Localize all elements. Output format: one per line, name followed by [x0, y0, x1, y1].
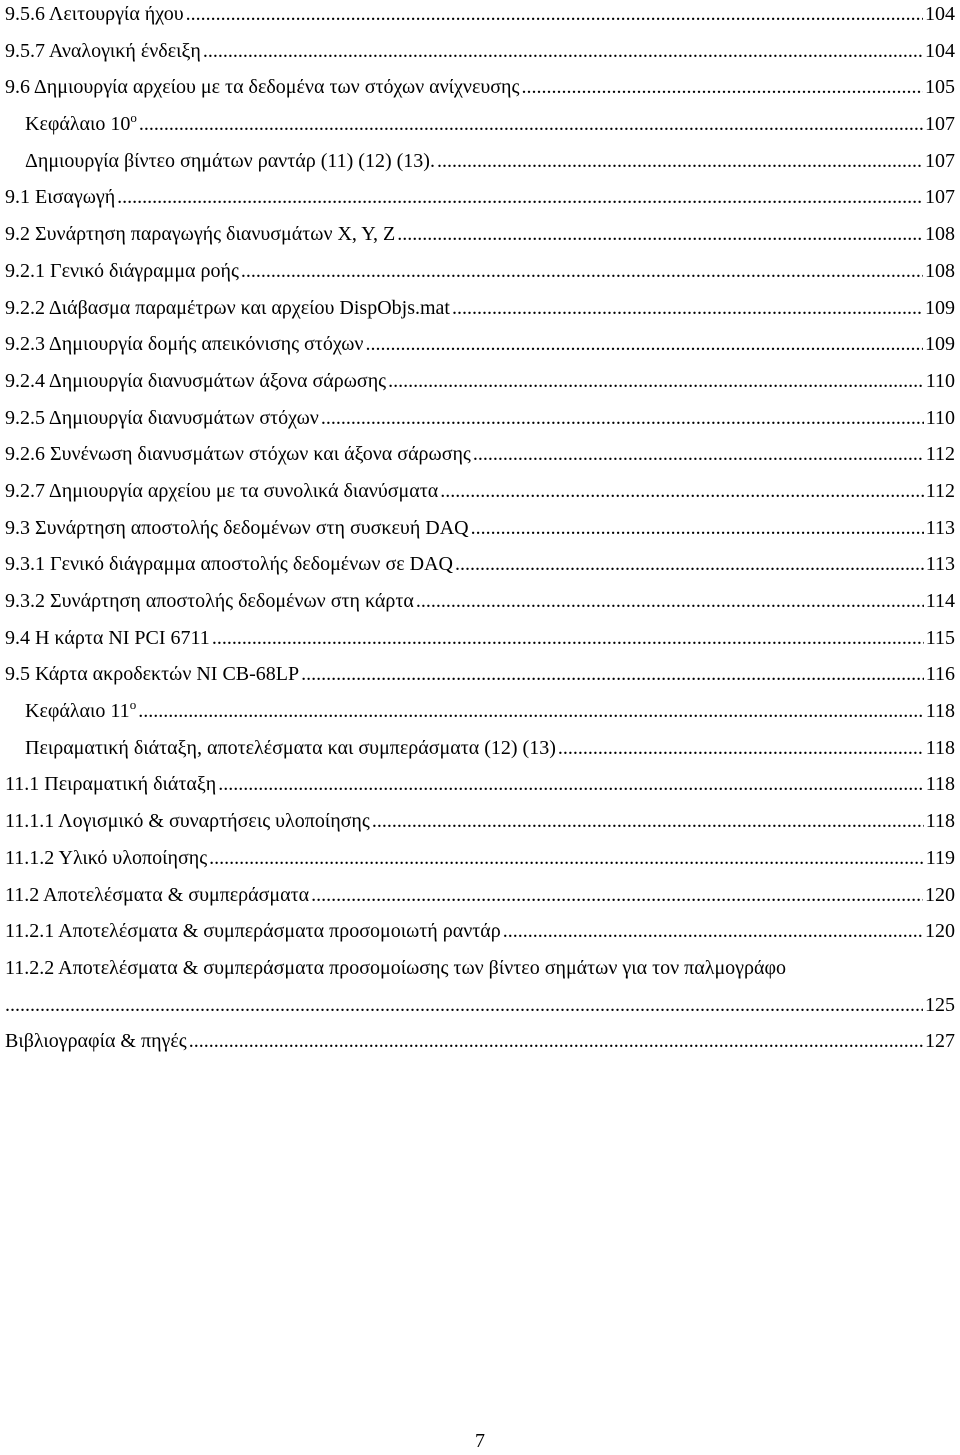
toc-entry-page: 110	[925, 406, 955, 429]
toc-entry-title	[5, 405, 319, 431]
toc-entry-title-text: 9.1 Εισαγωγή	[5, 186, 116, 209]
toc-dot-leader	[372, 808, 924, 834]
toc-dot-leader	[218, 771, 923, 797]
toc-entry-title	[5, 478, 438, 504]
toc-entry-page: 114	[925, 590, 955, 612]
toc-entry[interactable]	[5, 0, 955, 37]
toc-entry-title	[5, 515, 469, 541]
toc-entry[interactable]	[5, 514, 955, 551]
toc-entry-title-text: Κεφάλαιο 10	[25, 113, 131, 136]
toc-entry-title-text: 11.2.1 Αποτελέσματα & συμπεράσματα προσομοιωτή ραντάρ	[5, 920, 501, 943]
toc-dot-leader	[203, 38, 923, 64]
toc-entry-page: 113	[925, 516, 955, 539]
toc-entry-title-text: 11.1.1 Λογισμικό & συναρτήσεις υλοποίησης	[5, 810, 370, 833]
toc-entry-page: 108	[925, 259, 955, 282]
toc-dot-leader	[301, 661, 924, 687]
toc-entry-title-text: Πειραματική διάταξη, αποτελέσματα και συμπεράσματα (12) (13)	[25, 736, 556, 759]
toc-entry-page: 110	[925, 369, 955, 392]
toc-dot-leader	[416, 588, 924, 614]
toc-entry-superscript: ο	[129, 697, 137, 713]
toc-entry-page: 104	[925, 39, 955, 62]
toc-dot-leader	[189, 1028, 923, 1054]
toc-entry-superscript: ο	[130, 110, 137, 126]
toc-dot-leader	[209, 845, 924, 871]
toc-entry[interactable]	[5, 550, 955, 587]
toc-entry-title-text: 9.6 Δημιουργία αρχείου με τα δεδομένα των στόχων ανίχνευσης	[5, 76, 520, 99]
toc-dot-leader	[138, 698, 924, 724]
toc-entry-title	[5, 38, 201, 64]
toc-entry-title	[5, 625, 210, 651]
toc-entry[interactable]	[5, 917, 955, 954]
toc-entry-page: 107	[925, 149, 955, 172]
toc-entry-title	[5, 1028, 187, 1054]
toc-entry-title	[5, 882, 309, 908]
toc-dot-leader	[437, 148, 923, 174]
toc-entry-title	[5, 441, 471, 467]
toc-entry-title-text: 11.1.2 Υλικό υλοποίησης	[5, 846, 208, 869]
toc-entry-title	[25, 735, 556, 761]
toc-entry[interactable]	[5, 734, 955, 771]
toc-entry-title-text: 9.4 Η κάρτα NI PCI 6711	[5, 626, 210, 649]
toc-entry-page: 104	[925, 3, 955, 25]
toc-entry-title	[25, 698, 136, 724]
toc-entry-title-text: 9.3 Συνάρτηση αποστολής δεδομένων στη συσκευή DAQ	[5, 516, 469, 539]
toc-entry-page: 115	[925, 626, 955, 649]
toc-entry-title	[25, 111, 137, 137]
toc-entry[interactable]	[5, 770, 955, 807]
toc-entry-title	[5, 221, 395, 247]
toc-entry-title-text: 9.5.7 Αναλογική ένδειξη	[5, 39, 201, 62]
toc-entry[interactable]	[5, 624, 955, 661]
toc-entry[interactable]	[5, 844, 955, 881]
toc-entry-title	[5, 551, 453, 577]
toc-entry[interactable]	[5, 294, 955, 331]
toc-entry[interactable]	[5, 220, 955, 257]
toc-entry-title	[5, 331, 363, 357]
toc-entry-title	[5, 184, 115, 210]
toc-entry-title	[5, 845, 207, 871]
toc-dot-leader	[241, 258, 923, 284]
toc-entry-title	[5, 808, 370, 834]
toc-entry[interactable]	[5, 147, 955, 184]
toc-entry-page: 109	[925, 333, 955, 356]
toc-dot-leader	[5, 992, 923, 1018]
toc-dot-leader	[397, 221, 923, 247]
toc-entry-page: 108	[925, 223, 955, 246]
toc-entry-page: 125	[925, 993, 955, 1016]
toc-entry-title	[5, 258, 239, 284]
toc-entry-title	[5, 368, 386, 394]
toc-dot-leader	[452, 295, 923, 321]
toc-dot-leader	[558, 735, 924, 761]
toc-entry-page: 120	[925, 920, 955, 943]
toc-entry-title	[5, 1, 184, 27]
toc-entry[interactable]	[5, 330, 955, 367]
toc-entry[interactable]	[5, 660, 955, 697]
toc-entry-page: 112	[925, 443, 955, 466]
toc-entry-title-text: 9.2.1 Γενικό διάγραμμα ροής	[5, 259, 239, 282]
toc-entry[interactable]	[5, 807, 955, 844]
toc-entry-continuation[interactable]	[5, 991, 955, 1028]
toc-entry-title-text: 9.2.2 Διάβασμα παραμέτρων και αρχείου DispObjs.mat	[5, 296, 450, 319]
toc-entry-title-text: 9.2.3 Δημιουργία δομής απεικόνισης στόχων	[5, 333, 364, 356]
toc-entry-title-text: 9.2.7 Δημιουργία αρχείου με τα συνολικά διανύσματα	[5, 479, 439, 502]
toc-entry-title	[25, 148, 435, 174]
toc-entry-title: 11.2.2 Αποτελέσματα & συμπεράσματα προσομοίωσης των βίντεο σημάτων για τον παλμογράφο	[5, 956, 787, 979]
toc-entry-page: 107	[925, 113, 955, 136]
toc-entry[interactable]	[5, 881, 955, 918]
toc-entry[interactable]	[5, 954, 955, 991]
table-of-contents	[5, 0, 955, 1064]
toc-entry-title-text: 11.2 Αποτελέσματα & συμπεράσματα	[5, 883, 310, 906]
toc-entry[interactable]	[5, 440, 955, 477]
toc-entry[interactable]	[5, 587, 955, 624]
toc-entry[interactable]	[5, 404, 955, 441]
toc-entry-page: 118	[925, 810, 955, 833]
toc-entry[interactable]	[5, 37, 955, 74]
toc-entry-title	[5, 661, 299, 687]
toc-dot-leader	[117, 184, 923, 210]
toc-entry[interactable]	[5, 367, 955, 404]
toc-entry-title	[5, 771, 216, 797]
toc-entry-title-text: Κεφάλαιο 11	[25, 700, 130, 723]
toc-entry-title-text: 9.2.4 Δημιουργία διανυσμάτων άξονα σάρωσης	[5, 369, 387, 392]
toc-dot-leader	[471, 515, 924, 541]
toc-dot-leader	[455, 551, 924, 577]
toc-entry-page: 107	[925, 186, 955, 209]
toc-dot-leader	[212, 625, 924, 651]
toc-entry-title	[5, 295, 450, 321]
toc-entry[interactable]	[5, 477, 955, 514]
toc-entry-title-text: 9.2.6 Συνένωση διανυσμάτων στόχων και άξονα σάρωσης	[5, 443, 471, 466]
toc-dot-leader	[388, 368, 924, 394]
toc-entry-title-text: 9.2.5 Δημιουργία διανυσμάτων στόχων	[5, 406, 319, 429]
toc-dot-leader	[473, 441, 924, 467]
toc-entry-page: 116	[925, 663, 955, 686]
toc-entry-page: 120	[925, 883, 955, 906]
toc-entry-title-text: 9.3.1 Γενικό διάγραμμα αποστολής δεδομένων σε DAQ	[5, 553, 453, 576]
toc-dot-leader	[521, 74, 923, 100]
toc-entry-page: 109	[925, 296, 955, 319]
toc-entry-page: 118	[925, 700, 955, 723]
toc-dot-leader	[139, 111, 923, 137]
toc-entry-title	[5, 918, 501, 944]
page-number: 7	[475, 1430, 485, 1452]
toc-entry-page: 118	[925, 773, 955, 796]
toc-dot-leader	[311, 882, 923, 908]
toc-entry-page: 112	[925, 479, 955, 502]
toc-entry-page: 113	[925, 553, 955, 576]
toc-entry[interactable]	[5, 697, 955, 734]
toc-entry[interactable]	[5, 183, 955, 220]
toc-entry[interactable]	[5, 1027, 955, 1064]
toc-dot-leader	[503, 918, 923, 944]
toc-entry-title-text: 9.5 Κάρτα ακροδεκτών NI CB-68LP	[5, 663, 300, 686]
toc-entry[interactable]	[5, 257, 955, 294]
toc-dot-leader	[440, 478, 924, 504]
toc-entry-title	[5, 74, 519, 100]
toc-entry-title	[5, 588, 414, 614]
toc-entry-title-text: 9.2 Συνάρτηση παραγωγής διανυσμάτων X, Y, Z	[5, 223, 396, 246]
toc-entry-page: 118	[925, 736, 955, 759]
toc-entry[interactable]	[5, 110, 955, 147]
toc-entry-page: 127	[925, 1030, 955, 1053]
toc-entry-title-text: Βιβλιογραφία & πηγές	[5, 1030, 187, 1053]
toc-entry[interactable]	[5, 73, 955, 110]
toc-entry-page: 119	[925, 846, 955, 869]
toc-entry-title-text: 9.5.6 Λειτουργία ήχου	[5, 3, 184, 25]
toc-dot-leader	[186, 1, 923, 27]
toc-entry-title-text: 11.1 Πειραματική διάταξη	[5, 773, 217, 796]
toc-entry-title-text: 9.3.2 Συνάρτηση αποστολής δεδομένων στη κάρτα	[5, 590, 414, 612]
toc-entry-page: 105	[925, 76, 955, 99]
toc-entry-title-text: Δημιουργία βίντεο σημάτων ραντάρ (11) (12) (13).	[25, 149, 435, 172]
toc-dot-leader	[365, 331, 923, 357]
toc-dot-leader	[321, 405, 924, 431]
